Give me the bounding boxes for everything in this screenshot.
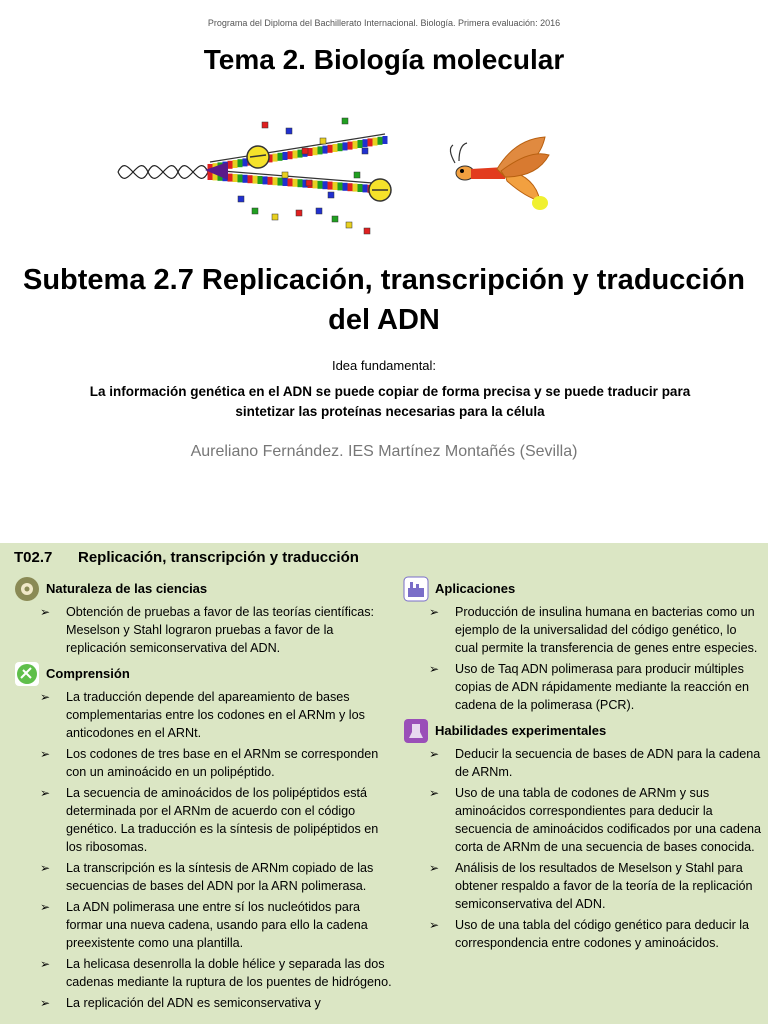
base-pair — [313, 180, 318, 188]
base-pair — [278, 178, 283, 186]
base-pair — [278, 153, 283, 161]
free-nucleotide — [286, 128, 292, 134]
right-column — [403, 575, 763, 955]
list-item — [40, 994, 394, 1012]
summary-code: T02.7 — [14, 549, 53, 566]
free-nucleotide — [252, 208, 258, 214]
base-pair — [378, 137, 383, 145]
summary-heading — [14, 549, 359, 566]
free-nucleotide — [262, 122, 268, 128]
list-item — [429, 660, 763, 714]
arrow-bullet-icon: ➢ — [429, 861, 440, 875]
base-pair — [318, 181, 323, 189]
arrow-bullet-icon: ➢ — [40, 786, 51, 800]
base-pair — [333, 144, 338, 152]
base-pair — [383, 136, 388, 144]
free-nucleotide — [332, 216, 338, 222]
list-item — [429, 603, 763, 657]
section-header — [403, 575, 763, 603]
list-item-text: Uso de una tabla de codones de ARNm y sus aminoácidos correspondientes para deducir la secuencia de aminoácidos codificados por una cadena corta de ARNm de una secuencia de bases conocida. — [455, 786, 761, 854]
list-item — [40, 688, 394, 742]
dna-helix — [118, 166, 208, 179]
base-pair — [353, 141, 358, 149]
idea-text — [60, 382, 720, 422]
list-item-text: La ADN polimerasa une entre sí los nucleótidos para formar una nueva cadena, usando para ello la cadena preexistente como una plantilla. — [66, 900, 368, 950]
base-pair — [298, 179, 303, 187]
arrow-bullet-icon: ➢ — [40, 690, 51, 704]
list-item-text: Uso de Taq ADN polimerasa para producir múltiples copias de ADN rápidamente mediante la reacción en cadena de la polimerasa (PCR). — [455, 662, 750, 712]
base-pair — [343, 183, 348, 191]
base-pair — [208, 172, 213, 180]
base-pair — [293, 179, 298, 187]
base-pair — [348, 142, 353, 150]
free-nucleotide — [272, 214, 278, 220]
base-pair — [273, 177, 278, 185]
free-nucleotide — [354, 172, 360, 178]
summary-section — [403, 575, 763, 714]
base-pair — [358, 184, 363, 192]
section-header — [14, 575, 394, 603]
subtema-title — [10, 260, 758, 340]
summary-panel — [0, 543, 768, 1024]
section-items — [14, 603, 394, 657]
idea-text-line2: sintetizar las proteínas necesarias para la célula — [235, 404, 545, 419]
list-item — [40, 955, 394, 991]
free-nucleotide — [346, 222, 352, 228]
base-pair — [263, 176, 268, 184]
base-pair — [273, 154, 278, 162]
dna-replication-illustration — [110, 110, 400, 245]
base-pair — [233, 174, 238, 182]
subtema-title-line1: Subtema 2.7 Replicación, transcripción y traducción — [23, 264, 745, 296]
base-pair — [363, 184, 368, 192]
section-items — [403, 745, 763, 952]
base-pair — [268, 177, 273, 185]
base-pair — [248, 175, 253, 183]
base-pair — [338, 182, 343, 190]
free-nucleotide — [282, 172, 288, 178]
list-item-text: Deducir la secuencia de bases de ADN para la cadena de ARNm. — [455, 747, 761, 779]
list-item — [40, 859, 394, 895]
idea-label: Idea fundamental: — [331, 358, 437, 373]
section-items — [14, 688, 394, 1012]
section-title: Habilidades experimentales — [435, 723, 607, 738]
list-item-text: Obtención de pruebas a favor de las teorías científicas: Meselson y Stahl lograron pruebas a favor de la replicación semiconservativa del ADN. — [66, 605, 375, 655]
list-item — [40, 784, 394, 856]
base-pair — [333, 182, 338, 190]
free-nucleotide — [342, 118, 348, 124]
base-pair — [373, 138, 378, 146]
list-item — [40, 603, 394, 657]
free-nucleotide — [362, 148, 368, 154]
arrow-bullet-icon: ➢ — [429, 605, 440, 619]
dna-strands — [208, 134, 388, 194]
list-item-text: La traducción depende del apareamiento de bases complementarias entre los codones en el ARNm y los anticodones en el ARNt. — [66, 690, 365, 740]
base-pair — [238, 159, 243, 167]
base-pair — [318, 146, 323, 154]
base-pair — [233, 160, 238, 168]
free-nucleotide — [320, 138, 326, 144]
arrow-bullet-icon: ➢ — [40, 957, 51, 971]
base-pair — [228, 174, 233, 182]
list-item-text: Análisis de los resultados de Meselson y Stahl para obtener respaldo a favor de la teoría de la replicación semiconservativa del ADN. — [455, 861, 753, 911]
tema-title: Tema 2. Biología molecular — [203, 44, 565, 75]
nature-of-science-icon — [14, 576, 40, 602]
list-item — [40, 745, 394, 781]
base-pair — [243, 175, 248, 183]
list-item-text: La replicación del ADN es semiconservativa y — [66, 996, 321, 1010]
list-item — [429, 859, 763, 913]
applications-icon — [403, 576, 429, 602]
skills-icon — [403, 718, 429, 744]
free-nucleotide — [302, 148, 308, 154]
author-credit: Aureliano Fernández. IES Martínez Montañés (Sevilla) — [190, 443, 578, 460]
section-items — [403, 603, 763, 714]
subtema-title-line2: del ADN — [328, 304, 440, 336]
base-pair — [348, 183, 353, 191]
free-nucleotide — [316, 208, 322, 214]
list-item-text: La secuencia de aminoácidos de los polipéptidos está determinada por el ARNm de acuerdo con el código genético. La traducción es la síntesis de polipéptidos en los ribosomas. — [66, 786, 379, 854]
section-title: Comprensión — [46, 666, 130, 681]
base-pair — [313, 147, 318, 155]
summary-section — [14, 660, 394, 1012]
base-pair — [338, 143, 343, 151]
base-pair — [253, 176, 258, 184]
free-nucleotide — [238, 196, 244, 202]
base-pair — [358, 140, 363, 148]
arrow-bullet-icon: ➢ — [40, 605, 51, 619]
section-header — [14, 660, 394, 688]
base-pair — [283, 152, 288, 160]
base-pair — [323, 146, 328, 154]
summary-section — [403, 717, 763, 952]
free-nucleotide — [328, 192, 334, 198]
arrow-bullet-icon: ➢ — [429, 747, 440, 761]
list-item-text: Producción de insulina humana en bacterias como un ejemplo de la universalidad del código genético, lo cual permite la transferencia de genes entre especies. — [455, 605, 758, 655]
arrow-bullet-icon: ➢ — [429, 918, 440, 932]
summary-title: Replicación, transcripción y traducción — [78, 549, 359, 566]
base-pair — [288, 178, 293, 186]
list-item-text: La transcripción es la síntesis de ARNm copiado de las secuencias de bases del ADN por la ARN polimerasa. — [66, 861, 374, 893]
firefly-illustration — [445, 135, 555, 215]
base-pair — [283, 178, 288, 186]
arrow-bullet-icon: ➢ — [40, 996, 51, 1010]
base-pair — [353, 184, 358, 192]
free-nucleotide — [364, 228, 370, 234]
base-pair — [228, 161, 233, 169]
base-pair — [328, 145, 333, 153]
base-pair — [258, 176, 263, 184]
base-pair — [368, 138, 373, 146]
section-title: Naturaleza de las ciencias — [46, 581, 208, 596]
free-nucleotide — [306, 180, 312, 186]
list-item — [40, 898, 394, 952]
understanding-icon — [14, 661, 40, 687]
list-item — [429, 784, 763, 856]
summary-section — [14, 575, 394, 657]
list-item-text: Uso de una tabla del código genético para deducir la correspondencia entre codones y aminoácidos. — [455, 918, 750, 950]
section-header — [403, 717, 763, 745]
idea-text-line1: La información genética en el ADN se puede copiar de forma precisa y se puede traducir para — [89, 384, 691, 399]
base-pair — [343, 142, 348, 150]
base-pair — [363, 139, 368, 147]
list-item — [429, 916, 763, 952]
document-header: Programa del Diploma del Bachillerato Internacional. Biología. Primera evaluación: 2016 — [207, 18, 561, 28]
arrow-bullet-icon: ➢ — [429, 662, 440, 676]
list-item — [429, 745, 763, 781]
list-item-text: La helicasa desenrolla la doble hélice y separada las dos cadenas mediante la ruptura de los puentes de hidrógeno. — [66, 957, 392, 989]
arrow-bullet-icon: ➢ — [40, 747, 51, 761]
left-column — [14, 575, 394, 1015]
list-item-text: Los codones de tres base en el ARNm se corresponden con un aminoácido en un polipéptido. — [66, 747, 379, 779]
arrow-bullet-icon: ➢ — [429, 786, 440, 800]
base-pair — [323, 181, 328, 189]
arrow-bullet-icon: ➢ — [40, 861, 51, 875]
free-nucleotide — [296, 210, 302, 216]
arrow-bullet-icon: ➢ — [40, 900, 51, 914]
section-title: Aplicaciones — [435, 581, 516, 596]
base-pair — [238, 174, 243, 182]
base-pair — [328, 182, 333, 190]
base-pair — [288, 151, 293, 159]
base-pair — [293, 150, 298, 158]
